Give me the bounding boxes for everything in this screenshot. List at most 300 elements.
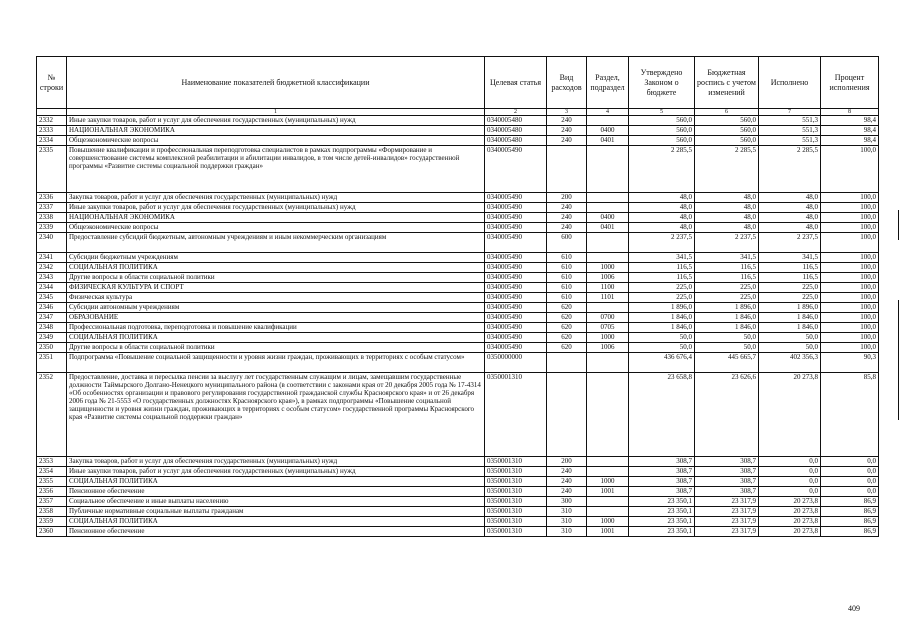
expense-kind: 240 — [547, 213, 587, 223]
row-no: 2354 — [37, 467, 67, 477]
execution-percent: 100,0 — [821, 253, 879, 263]
table-row — [37, 263, 879, 273]
execution-percent: 100,0 — [821, 263, 879, 273]
approved-amount: 560,0 — [629, 136, 695, 146]
table-row — [37, 373, 879, 457]
target-article: 0340005490 — [485, 233, 547, 253]
target-article: 0340005490 — [485, 193, 547, 203]
indicator-name: СОЦИАЛЬНАЯ ПОЛИТИКА — [67, 263, 485, 273]
indicator-name: Субсидии бюджетным учреждениям — [67, 253, 485, 263]
approved-amount: 308,7 — [629, 487, 695, 497]
target-article: 0340005490 — [485, 303, 547, 313]
section-subsection — [587, 146, 629, 193]
row-no: 2343 — [37, 273, 67, 283]
table-row — [37, 313, 879, 323]
execution-percent: 100,0 — [821, 333, 879, 343]
schedule-amount: 308,7 — [695, 477, 759, 487]
executed-amount: 116,5 — [759, 263, 821, 273]
executed-amount: 48,0 — [759, 223, 821, 233]
indicator-name: Предоставление, доставка и пересылка пенсии за выслугу лет государственным служащим и лицам, замещавшим государственные должности Таймырского Долгано-Ненецкого муниципального района (в соответствии с законами края от 20 декабря 2005 года № 17-4314 «Об особенностях организации и правового регулирования государственной гражданской службы Красноярского края» и от 26 декабря 2006 года № 21-5553 «О государственных должностях Красноярского края»), в рамках подпрограммы «Повышение социальной защищенности и уровня жизни граждан, проживающих в территориях с особым статусом» государственной программы Красноярского края «Развитие системы социальной поддержки граждан» — [67, 373, 485, 457]
header-section: Раздел, подраздел — [587, 57, 629, 109]
table-row — [37, 507, 879, 517]
section-subsection: 1000 — [587, 477, 629, 487]
target-article: 0350001310 — [485, 487, 547, 497]
approved-amount: 308,7 — [629, 457, 695, 467]
schedule-amount: 308,7 — [695, 487, 759, 497]
execution-percent: 100,0 — [821, 203, 879, 213]
indicator-name: Иные закупки товаров, работ и услуг для обеспечения государственных (муниципальных) нужд — [67, 203, 485, 213]
executed-amount: 20 273,8 — [759, 527, 821, 537]
executed-amount: 48,0 — [759, 213, 821, 223]
approved-amount: 48,0 — [629, 223, 695, 233]
section-subsection — [587, 116, 629, 126]
expense-kind: 620 — [547, 333, 587, 343]
target-article: 0340005490 — [485, 323, 547, 333]
executed-amount: 2 285,5 — [759, 146, 821, 193]
approved-amount: 23 350,1 — [629, 527, 695, 537]
approved-amount: 1 846,0 — [629, 313, 695, 323]
approved-amount: 341,5 — [629, 253, 695, 263]
indicator-name: СОЦИАЛЬНАЯ ПОЛИТИКА — [67, 477, 485, 487]
approved-amount: 560,0 — [629, 126, 695, 136]
schedule-amount: 308,7 — [695, 467, 759, 477]
row-no: 2332 — [37, 116, 67, 126]
row-no: 2342 — [37, 263, 67, 273]
row-no: 2348 — [37, 323, 67, 333]
column-number: 6 — [695, 109, 759, 116]
table-row — [37, 273, 879, 283]
executed-amount: 341,5 — [759, 253, 821, 263]
schedule-amount: 308,7 — [695, 457, 759, 467]
executed-amount: 0,0 — [759, 467, 821, 477]
expense-kind: 310 — [547, 527, 587, 537]
indicator-name: ФИЗИЧЕСКАЯ КУЛЬТУРА И СПОРТ — [67, 283, 485, 293]
target-article: 0340005490 — [485, 223, 547, 233]
indicator-name: НАЦИОНАЛЬНАЯ ЭКОНОМИКА — [67, 213, 485, 223]
schedule-amount: 341,5 — [695, 253, 759, 263]
expense-kind — [547, 373, 587, 457]
expense-kind: 300 — [547, 497, 587, 507]
section-subsection — [587, 373, 629, 457]
column-number-row — [37, 109, 879, 116]
executed-amount: 48,0 — [759, 193, 821, 203]
column-number: 3 — [547, 109, 587, 116]
approved-amount: 1 846,0 — [629, 323, 695, 333]
schedule-amount: 50,0 — [695, 343, 759, 353]
target-article: 0340005490 — [485, 273, 547, 283]
approved-amount: 560,0 — [629, 116, 695, 126]
section-subsection — [587, 193, 629, 203]
expense-kind: 240 — [547, 126, 587, 136]
target-article: 0340005480 — [485, 116, 547, 126]
schedule-amount: 1 846,0 — [695, 323, 759, 333]
column-number: 1 — [67, 109, 485, 116]
schedule-amount: 48,0 — [695, 213, 759, 223]
row-no: 2360 — [37, 527, 67, 537]
target-article: 0340005490 — [485, 343, 547, 353]
expense-kind: 620 — [547, 343, 587, 353]
target-article: 0340005480 — [485, 126, 547, 136]
target-article: 0340005480 — [485, 136, 547, 146]
indicator-name: Пенсионное обеспечение — [67, 527, 485, 537]
indicator-name: Пенсионное обеспечение — [67, 487, 485, 497]
executed-amount: 48,0 — [759, 203, 821, 213]
row-no: 2337 — [37, 203, 67, 213]
target-article: 0340005490 — [485, 213, 547, 223]
row-no: 2340 — [37, 233, 67, 253]
expense-kind: 600 — [547, 233, 587, 253]
execution-percent: 98,4 — [821, 136, 879, 146]
target-article: 0350000000 — [485, 353, 547, 373]
schedule-amount: 2 285,5 — [695, 146, 759, 193]
section-subsection — [587, 467, 629, 477]
target-article: 0340005490 — [485, 146, 547, 193]
budget-table — [36, 56, 879, 537]
table-row — [37, 293, 879, 303]
target-article: 0340005490 — [485, 203, 547, 213]
schedule-amount: 23 317,9 — [695, 507, 759, 517]
section-subsection — [587, 303, 629, 313]
column-number: 2 — [485, 109, 547, 116]
table-row — [37, 146, 879, 193]
expense-kind: 240 — [547, 477, 587, 487]
approved-amount: 308,7 — [629, 477, 695, 487]
execution-percent: 100,0 — [821, 323, 879, 333]
executed-amount: 0,0 — [759, 487, 821, 497]
approved-amount: 23 350,1 — [629, 517, 695, 527]
header-name: Наименование показателей бюджетной классификации — [67, 57, 485, 109]
table-row — [37, 253, 879, 263]
schedule-amount: 23 626,6 — [695, 373, 759, 457]
section-subsection — [587, 203, 629, 213]
executed-amount: 116,5 — [759, 273, 821, 283]
executed-amount: 20 273,8 — [759, 497, 821, 507]
page-number: 409 — [848, 604, 860, 613]
row-no: 2351 — [37, 353, 67, 373]
executed-amount: 50,0 — [759, 343, 821, 353]
section-subsection — [587, 507, 629, 517]
row-no: 2355 — [37, 477, 67, 487]
executed-amount: 20 273,8 — [759, 517, 821, 527]
executed-amount: 1 846,0 — [759, 323, 821, 333]
executed-amount: 1 896,0 — [759, 303, 821, 313]
executed-amount: 20 273,8 — [759, 373, 821, 457]
row-no: 2344 — [37, 283, 67, 293]
table-row — [37, 527, 879, 537]
table-row — [37, 467, 879, 477]
approved-amount: 116,5 — [629, 273, 695, 283]
indicator-name: Иные закупки товаров, работ и услуг для обеспечения государственных (муниципальных) нужд — [67, 467, 485, 477]
expense-kind: 610 — [547, 273, 587, 283]
header-percent: Процент исполнения — [821, 57, 879, 109]
execution-percent: 0,0 — [821, 487, 879, 497]
section-subsection: 0401 — [587, 136, 629, 146]
execution-percent: 100,0 — [821, 293, 879, 303]
section-subsection: 0700 — [587, 313, 629, 323]
section-subsection: 1000 — [587, 333, 629, 343]
indicator-name: Субсидии автономным учреждениям — [67, 303, 485, 313]
indicator-name: Закупка товаров, работ и услуг для обеспечения государственных (муниципальных) нужд — [67, 457, 485, 467]
section-subsection — [587, 457, 629, 467]
expense-kind — [547, 146, 587, 193]
executed-amount: 1 846,0 — [759, 313, 821, 323]
schedule-amount: 23 317,9 — [695, 517, 759, 527]
row-no: 2339 — [37, 223, 67, 233]
row-no: 2346 — [37, 303, 67, 313]
section-subsection: 1101 — [587, 293, 629, 303]
expense-kind: 310 — [547, 517, 587, 527]
target-article: 0350001310 — [485, 373, 547, 457]
expense-kind: 610 — [547, 293, 587, 303]
schedule-amount: 225,0 — [695, 293, 759, 303]
target-article: 0340005490 — [485, 263, 547, 273]
execution-percent: 100,0 — [821, 283, 879, 293]
row-no: 2341 — [37, 253, 67, 263]
approved-amount: 48,0 — [629, 203, 695, 213]
target-article: 0350001310 — [485, 477, 547, 487]
expense-kind: 240 — [547, 467, 587, 477]
scan-edge-mark — [898, 300, 899, 420]
schedule-amount: 2 237,5 — [695, 233, 759, 253]
table-row — [37, 303, 879, 313]
table-row — [37, 283, 879, 293]
indicator-name: Физическая культура — [67, 293, 485, 303]
approved-amount: 48,0 — [629, 193, 695, 203]
execution-percent: 86,9 — [821, 517, 879, 527]
row-no: 2336 — [37, 193, 67, 203]
schedule-amount: 50,0 — [695, 333, 759, 343]
indicator-name: Иные закупки товаров, работ и услуг для обеспечения государственных (муниципальных) нужд — [67, 116, 485, 126]
table-row — [37, 497, 879, 507]
indicator-name: Общеэкономические вопросы — [67, 136, 485, 146]
expense-kind: 620 — [547, 313, 587, 323]
target-article: 0350001310 — [485, 527, 547, 537]
indicator-name: СОЦИАЛЬНАЯ ПОЛИТИКА — [67, 517, 485, 527]
execution-percent: 100,0 — [821, 213, 879, 223]
schedule-amount: 48,0 — [695, 223, 759, 233]
section-subsection: 1001 — [587, 527, 629, 537]
execution-percent: 98,4 — [821, 126, 879, 136]
indicator-name: Другие вопросы в области социальной политики — [67, 343, 485, 353]
schedule-amount: 23 317,9 — [695, 527, 759, 537]
schedule-amount: 23 317,9 — [695, 497, 759, 507]
row-no: 2347 — [37, 313, 67, 323]
approved-amount: 436 676,4 — [629, 353, 695, 373]
approved-amount: 116,5 — [629, 263, 695, 273]
indicator-name: СОЦИАЛЬНАЯ ПОЛИТИКА — [67, 333, 485, 343]
target-article: 0340005490 — [485, 283, 547, 293]
indicator-name: Повышение квалификации и профессиональная переподготовка специалистов в рамках подпрограммы «Формирование и совершенствование системы комплексной реабилитации и абилитации инвалидов, в том числе детей-инвалидов» государственной программы «Развитие системы социальной поддержки граждан» — [67, 146, 485, 193]
schedule-amount: 225,0 — [695, 283, 759, 293]
table-row — [37, 343, 879, 353]
header-row-no: № строки — [37, 57, 67, 109]
table-row — [37, 333, 879, 343]
table-row — [37, 487, 879, 497]
schedule-amount: 1 896,0 — [695, 303, 759, 313]
table-row — [37, 136, 879, 146]
approved-amount: 2 285,5 — [629, 146, 695, 193]
target-article: 0350001310 — [485, 457, 547, 467]
table-row — [37, 116, 879, 126]
execution-percent: 100,0 — [821, 193, 879, 203]
indicator-name: Социальное обеспечение и иные выплаты населению — [67, 497, 485, 507]
column-number: 4 — [587, 109, 629, 116]
table-row — [37, 213, 879, 223]
table-row — [37, 193, 879, 203]
section-subsection — [587, 497, 629, 507]
section-subsection: 1006 — [587, 273, 629, 283]
expense-kind: 200 — [547, 193, 587, 203]
table-row — [37, 223, 879, 233]
execution-percent: 98,4 — [821, 116, 879, 126]
schedule-amount: 48,0 — [695, 203, 759, 213]
row-no: 2356 — [37, 487, 67, 497]
indicator-name: Предоставление субсидий бюджетным, автономным учреждениям и иным некоммерческим организациям — [67, 233, 485, 253]
executed-amount: 551,3 — [759, 136, 821, 146]
expense-kind: 240 — [547, 136, 587, 146]
execution-percent: 100,0 — [821, 303, 879, 313]
table-row — [37, 457, 879, 467]
executed-amount: 551,3 — [759, 126, 821, 136]
header-approved: Утверждено Законом о бюджете — [629, 57, 695, 109]
target-article: 0350001310 — [485, 467, 547, 477]
approved-amount: 50,0 — [629, 343, 695, 353]
approved-amount: 50,0 — [629, 333, 695, 343]
execution-percent: 0,0 — [821, 477, 879, 487]
table-row — [37, 233, 879, 253]
expense-kind: 310 — [547, 507, 587, 517]
executed-amount: 50,0 — [759, 333, 821, 343]
indicator-name: Закупка товаров, работ и услуг для обеспечения государственных (муниципальных) нужд — [67, 193, 485, 203]
executed-amount: 0,0 — [759, 477, 821, 487]
execution-percent: 0,0 — [821, 457, 879, 467]
table-row — [37, 477, 879, 487]
execution-percent: 85,8 — [821, 373, 879, 457]
schedule-amount: 116,5 — [695, 273, 759, 283]
row-no: 2335 — [37, 146, 67, 193]
expense-kind: 610 — [547, 263, 587, 273]
schedule-amount: 1 846,0 — [695, 313, 759, 323]
row-no: 2358 — [37, 507, 67, 517]
approved-amount: 225,0 — [629, 293, 695, 303]
executed-amount: 225,0 — [759, 283, 821, 293]
expense-kind: 240 — [547, 223, 587, 233]
execution-percent: 100,0 — [821, 343, 879, 353]
row-no: 2350 — [37, 343, 67, 353]
column-number: 8 — [821, 109, 879, 116]
expense-kind: 620 — [547, 303, 587, 313]
target-article: 0340005490 — [485, 313, 547, 323]
approved-amount: 23 658,8 — [629, 373, 695, 457]
section-subsection: 1006 — [587, 343, 629, 353]
target-article: 0340005490 — [485, 293, 547, 303]
indicator-name: НАЦИОНАЛЬНАЯ ЭКОНОМИКА — [67, 126, 485, 136]
schedule-amount: 560,0 — [695, 116, 759, 126]
target-article: 0350001310 — [485, 497, 547, 507]
section-subsection — [587, 233, 629, 253]
table-row — [37, 353, 879, 373]
section-subsection: 1000 — [587, 263, 629, 273]
header-schedule: Бюджетная роспись с учетом изменений — [695, 57, 759, 109]
section-subsection: 1000 — [587, 517, 629, 527]
indicator-name: Подпрограмма «Повышение социальной защищенности и уровня жизни граждан, проживающих в территориях с особым статусом» — [67, 353, 485, 373]
approved-amount: 225,0 — [629, 283, 695, 293]
section-subsection — [587, 353, 629, 373]
header-row — [37, 57, 879, 109]
section-subsection: 0400 — [587, 126, 629, 136]
approved-amount: 1 896,0 — [629, 303, 695, 313]
executed-amount: 2 237,5 — [759, 233, 821, 253]
expense-kind: 240 — [547, 116, 587, 126]
section-subsection: 0400 — [587, 213, 629, 223]
target-article: 0340005490 — [485, 253, 547, 263]
execution-percent: 86,9 — [821, 507, 879, 517]
execution-percent: 100,0 — [821, 273, 879, 283]
expense-kind — [547, 353, 587, 373]
expense-kind: 240 — [547, 487, 587, 497]
row-no: 2345 — [37, 293, 67, 303]
expense-kind: 200 — [547, 457, 587, 467]
approved-amount: 23 350,1 — [629, 497, 695, 507]
execution-percent: 100,0 — [821, 223, 879, 233]
row-no: 2338 — [37, 213, 67, 223]
section-subsection: 1001 — [587, 487, 629, 497]
scan-edge-mark — [898, 210, 899, 240]
expense-kind: 610 — [547, 283, 587, 293]
row-no: 2334 — [37, 136, 67, 146]
execution-percent: 0,0 — [821, 467, 879, 477]
target-article: 0350001310 — [485, 507, 547, 517]
execution-percent: 86,9 — [821, 527, 879, 537]
table-row — [37, 203, 879, 213]
row-no: 2357 — [37, 497, 67, 507]
execution-percent: 100,0 — [821, 146, 879, 193]
schedule-amount: 116,5 — [695, 263, 759, 273]
executed-amount: 225,0 — [759, 293, 821, 303]
executed-amount: 551,3 — [759, 116, 821, 126]
row-no: 2352 — [37, 373, 67, 457]
indicator-name: Профессиональная подготовка, переподготовка и повышение квалификации — [67, 323, 485, 333]
approved-amount: 23 350,1 — [629, 507, 695, 517]
header-target: Целевая статья — [485, 57, 547, 109]
indicator-name: ОБРАЗОВАНИЕ — [67, 313, 485, 323]
header-executed: Исполнено — [759, 57, 821, 109]
section-subsection: 0401 — [587, 223, 629, 233]
table-row — [37, 126, 879, 136]
section-subsection — [587, 253, 629, 263]
execution-percent: 100,0 — [821, 233, 879, 253]
expense-kind: 610 — [547, 253, 587, 263]
column-number — [37, 109, 67, 116]
executed-amount: 20 273,8 — [759, 507, 821, 517]
schedule-amount: 560,0 — [695, 136, 759, 146]
header-kind: Вид расходов — [547, 57, 587, 109]
indicator-name: Публичные нормативные социальные выплаты гражданам — [67, 507, 485, 517]
expense-kind: 620 — [547, 323, 587, 333]
target-article: 0340005490 — [485, 333, 547, 343]
table-row — [37, 517, 879, 527]
execution-percent: 100,0 — [821, 313, 879, 323]
schedule-amount: 560,0 — [695, 126, 759, 136]
indicator-name: Другие вопросы в области социальной политики — [67, 273, 485, 283]
row-no: 2359 — [37, 517, 67, 527]
execution-percent: 90,3 — [821, 353, 879, 373]
execution-percent: 86,9 — [821, 497, 879, 507]
column-number: 7 — [759, 109, 821, 116]
approved-amount: 48,0 — [629, 213, 695, 223]
target-article: 0350001310 — [485, 517, 547, 527]
row-no: 2333 — [37, 126, 67, 136]
